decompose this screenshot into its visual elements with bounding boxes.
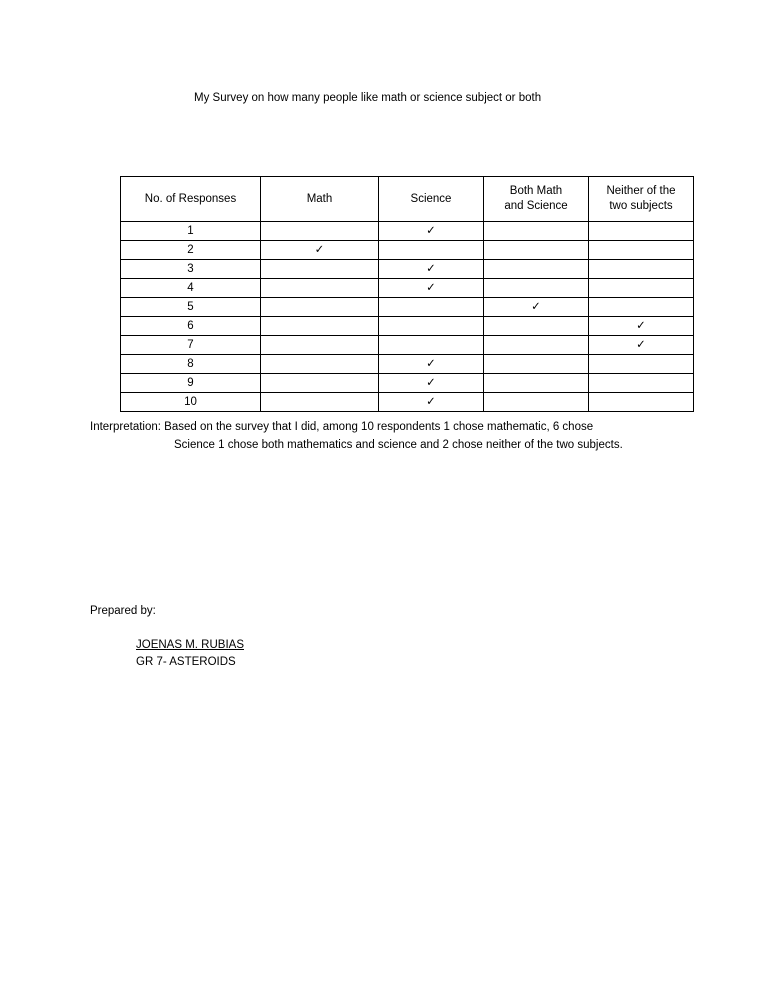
cell-neither — [589, 260, 694, 279]
cell-both — [484, 279, 589, 298]
page-title: My Survey on how many people like math or science subject or both — [194, 92, 542, 104]
column-header-both-line2: and Science — [504, 200, 568, 212]
survey-table — [120, 176, 694, 412]
column-header-neither-line2: two subjects — [609, 200, 673, 212]
column-header-both-line1: Both Math — [509, 185, 563, 197]
table-row — [121, 241, 694, 260]
cell-neither — [589, 355, 694, 374]
row-label: 2 — [121, 241, 261, 260]
cell-neither: ✓ — [589, 336, 694, 355]
table-body — [121, 222, 694, 412]
cell-science: ✓ — [379, 374, 484, 393]
row-label: 7 — [121, 336, 261, 355]
cell-both — [484, 317, 589, 336]
table-row — [121, 222, 694, 241]
cell-science: ✓ — [379, 279, 484, 298]
table-row — [121, 393, 694, 412]
table-row — [121, 260, 694, 279]
cell-both — [484, 393, 589, 412]
table-row — [121, 336, 694, 355]
column-header-neither-line1: Neither of the — [606, 185, 676, 197]
cell-science — [379, 298, 484, 317]
column-header-responses: No. of Responses — [121, 177, 261, 222]
cell-science: ✓ — [379, 260, 484, 279]
interpretation-paragraph — [90, 418, 690, 454]
row-label: 3 — [121, 260, 261, 279]
table-row — [121, 317, 694, 336]
cell-both — [484, 222, 589, 241]
author-section: GR 7- ASTEROIDS — [136, 656, 236, 668]
row-label: 8 — [121, 355, 261, 374]
cell-science — [379, 317, 484, 336]
cell-math — [261, 279, 379, 298]
cell-both: ✓ — [484, 298, 589, 317]
cell-both — [484, 355, 589, 374]
row-label: 6 — [121, 317, 261, 336]
cell-science: ✓ — [379, 355, 484, 374]
cell-math — [261, 393, 379, 412]
cell-math — [261, 317, 379, 336]
cell-neither: ✓ — [589, 317, 694, 336]
prepared-by-label: Prepared by: — [90, 605, 156, 617]
cell-science — [379, 241, 484, 260]
cell-math — [261, 374, 379, 393]
column-header-both — [484, 177, 589, 222]
author-name: JOENAS M. RUBIAS — [136, 639, 244, 651]
cell-math — [261, 355, 379, 374]
row-label: 5 — [121, 298, 261, 317]
row-label: 4 — [121, 279, 261, 298]
cell-neither — [589, 241, 694, 260]
interpretation-line-2: Science 1 chose both mathematics and science and 2 chose neither of the two subjects. — [174, 439, 623, 451]
cell-math — [261, 336, 379, 355]
cell-both — [484, 374, 589, 393]
table-row — [121, 374, 694, 393]
cell-math — [261, 298, 379, 317]
cell-science: ✓ — [379, 393, 484, 412]
cell-neither — [589, 279, 694, 298]
cell-math — [261, 222, 379, 241]
cell-neither — [589, 222, 694, 241]
column-header-science: Science — [379, 177, 484, 222]
cell-both — [484, 260, 589, 279]
row-label: 9 — [121, 374, 261, 393]
row-label: 1 — [121, 222, 261, 241]
table-row — [121, 298, 694, 317]
row-label: 10 — [121, 393, 261, 412]
cell-neither — [589, 374, 694, 393]
cell-both — [484, 336, 589, 355]
table-header-row — [121, 177, 694, 222]
cell-neither — [589, 393, 694, 412]
cell-neither — [589, 298, 694, 317]
cell-math — [261, 260, 379, 279]
column-header-math: Math — [261, 177, 379, 222]
table-row — [121, 355, 694, 374]
cell-math: ✓ — [261, 241, 379, 260]
interpretation-line-1: Interpretation: Based on the survey that I did, among 10 respondents 1 chose mathematic, 6 chose — [90, 421, 594, 433]
cell-science — [379, 336, 484, 355]
column-header-neither — [589, 177, 694, 222]
table-header — [121, 177, 694, 222]
cell-both — [484, 241, 589, 260]
cell-science: ✓ — [379, 222, 484, 241]
table-row — [121, 279, 694, 298]
